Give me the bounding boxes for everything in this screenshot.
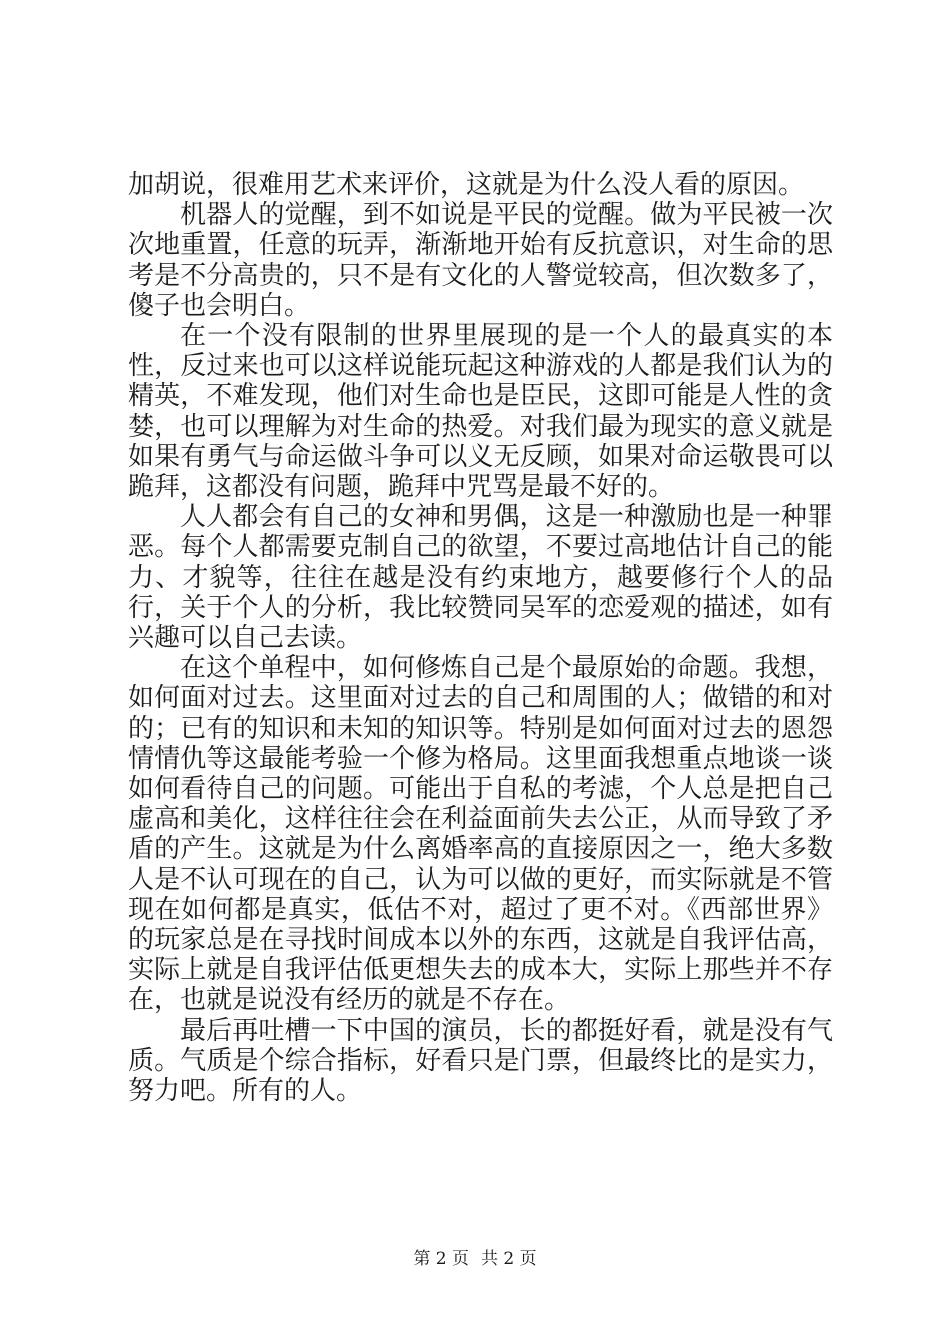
paragraph-5: 在这个单程中，如何修炼自己是个最原始的命题。我想，如何面对过去。这里面对过去的自己和周围的人；做错的和对的；已有的知识和未知的知识等。特别是如何面对过去的恩怨情情仇等这最能考验一个修为格局。这里面我想重点地谈一谈如何看待自己的问题。可能出于自私的考滤，个人总是把自己虚高和美化，这样往往会在利益面前失去公正，从而导致了矛盾的产生。这就是为什么离婚率高的直接原因之一，绝大多数人是不认可现在的自己，认为可以做的更好，而实际就是不管现在如何都是真实，低估不对，超过了更不对。《西部世界》的玩家总是在寻找时间成本以外的东西，这就是自我评估高，实际上就是自我评估低更想失去的成本大，实际上那些并不存在，也就是说没有经历的就是不存在。 bbox=[128, 653, 833, 1016]
paragraph-4: 人人都会有自己的女神和男偶，这是一种激励也是一种罪恶。每个人都需要克制自己的欲望，不要过高地估计自己的能力、才貌等，往往在越是没有约束地方，越要修行个人的品行，关于个人的分析，我比较赞同吴军的恋爱观的描述，如有兴趣可以自己去读。 bbox=[128, 502, 833, 654]
paragraph-3: 在一个没有限制的世界里展现的是一个人的最真实的本性，反过来也可以这样说能玩起这种游戏的人都是我们认为的精英，不难发现，他们对生命也是臣民，这即可能是人性的贪婪，也可以理解为对生命的热爱。对我们最为现实的意义就是如果有勇气与命运做斗争可以义无反顾，如果对命运敬畏可以跪拜，这都没有问题，跪拜中咒骂是最不好的。 bbox=[128, 321, 833, 503]
page-number: 第 2 页 bbox=[413, 1249, 469, 1269]
document-body bbox=[128, 170, 833, 1106]
page-footer bbox=[0, 1244, 950, 1269]
paragraph-6: 最后再吐槽一下中国的演员，长的都挺好看，就是没有气质。气质是个综合指标，好看只是门票，但最终比的是实力，努力吧。所有的人。 bbox=[128, 1015, 833, 1107]
paragraph-2: 机器人的觉醒，到不如说是平民的觉醒。做为平民被一次次地重置，任意的玩弄，渐渐地开始有反抗意识，对生命的思考是不分高贵的，只不是有文化的人警觉较高，但次数多了，傻子也会明白。 bbox=[128, 200, 833, 321]
total-pages: 共 2 页 bbox=[481, 1249, 537, 1269]
paragraph-1: 加胡说，很难用艺术来评价，这就是为什么没人看的原因。 bbox=[128, 170, 805, 200]
